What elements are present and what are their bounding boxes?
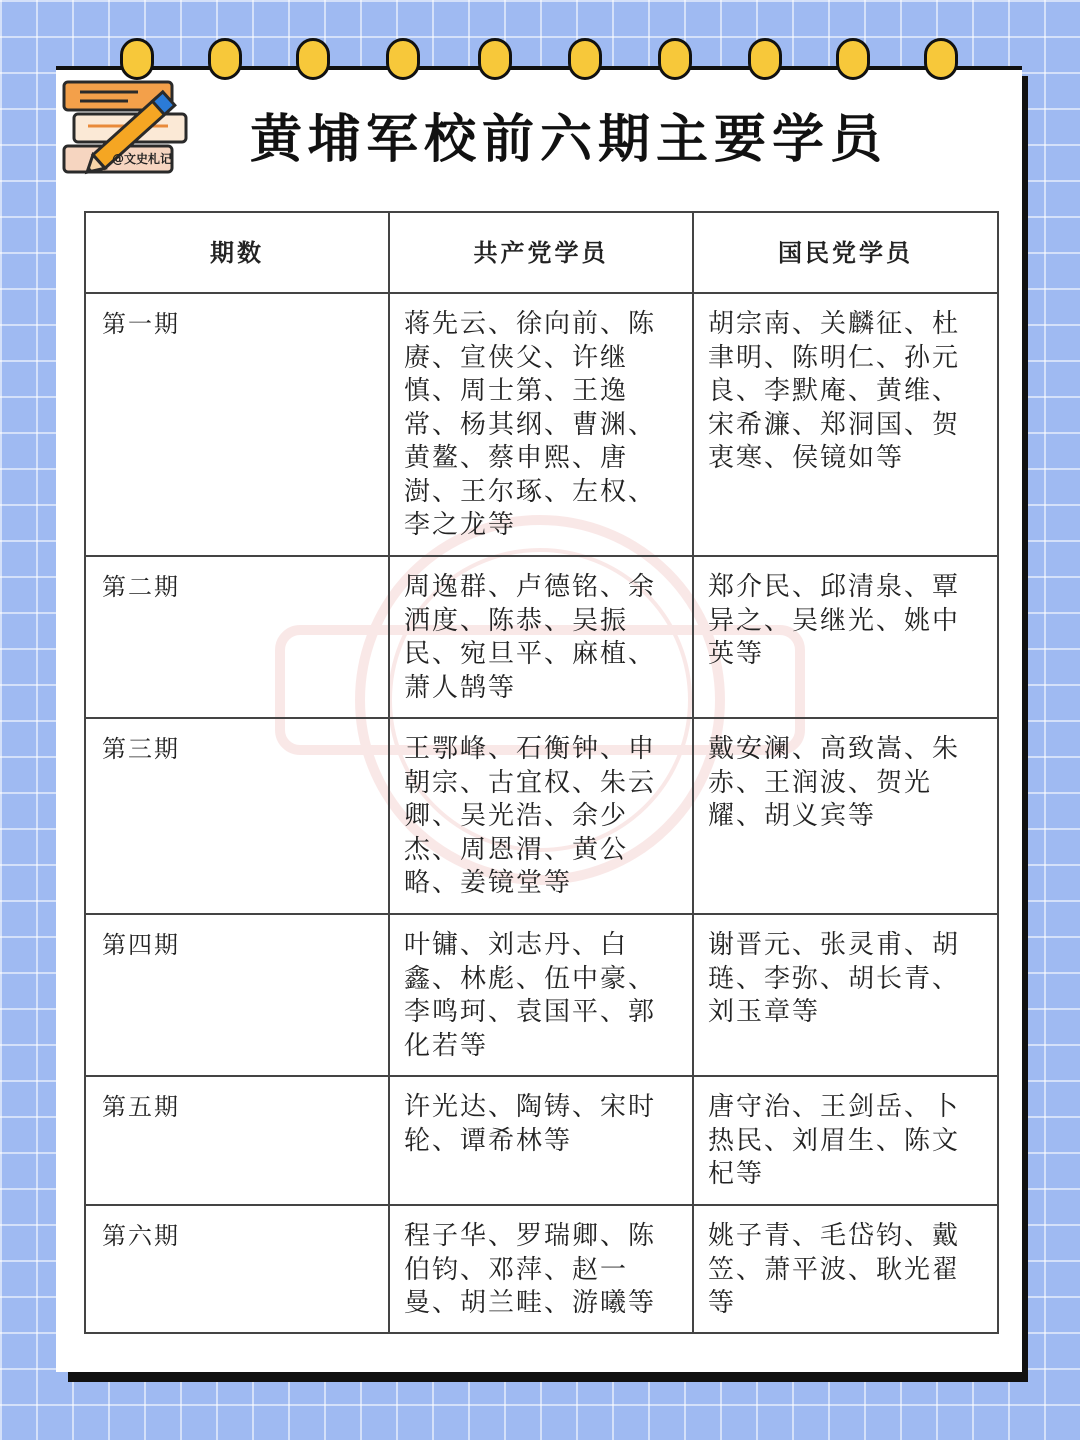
period-cell: 第三期 xyxy=(85,718,389,914)
communist-cell: 许光达、陶铸、宋时轮、谭希林等 xyxy=(389,1076,693,1205)
period-cell: 第六期 xyxy=(85,1205,389,1333)
table-row xyxy=(85,914,998,1076)
communist-cell: 王鄂峰、石衡钟、申朝宗、古宜权、朱云卿、吴光浩、余少杰、周恩渭、黄公略、姜镜堂等 xyxy=(389,718,693,914)
communist-cell: 蒋先云、徐向前、陈赓、宣侠父、许继慎、周士第、王逸常、杨其纲、曹渊、黄鳌、蔡申熙、唐澍、王尔琢、左权、李之龙等 xyxy=(389,293,693,556)
kmt-cell: 郑介民、邱清泉、覃异之、吴继光、姚中英等 xyxy=(693,556,998,718)
communist-cell: 周逸群、卢德铭、余洒度、陈恭、吴振民、宛旦平、麻植、萧人鹄等 xyxy=(389,556,693,718)
header-communist: 共产党学员 xyxy=(389,212,693,293)
communist-cell: 程子华、罗瑞卿、陈伯钧、邓萍、赵一曼、胡兰畦、游曦等 xyxy=(389,1205,693,1333)
brand-logo xyxy=(58,74,194,186)
kmt-cell: 唐守治、王剑岳、卜热民、刘眉生、陈文杞等 xyxy=(693,1076,998,1205)
binder-ring xyxy=(386,38,420,80)
binder-ring xyxy=(658,38,692,80)
table-row xyxy=(85,556,998,718)
kmt-cell: 胡宗南、关麟征、杜聿明、陈明仁、孙元良、李默庵、黄维、宋希濂、郑洞国、贺衷寒、侯镜如等 xyxy=(693,293,998,556)
logo-handle: @文史札记 xyxy=(112,152,173,166)
binder-ring xyxy=(836,38,870,80)
page-title: 黄埔军校前六期主要学员 xyxy=(250,109,889,170)
binder-ring xyxy=(478,38,512,80)
kmt-cell: 谢晋元、张灵甫、胡琏、李弥、胡长青、刘玉章等 xyxy=(693,914,998,1076)
table-row xyxy=(85,718,998,914)
period-cell: 第四期 xyxy=(85,914,389,1076)
binder-ring xyxy=(748,38,782,80)
period-cell: 第一期 xyxy=(85,293,389,556)
table-row xyxy=(85,293,998,556)
kmt-cell: 姚子青、毛岱钧、戴笠、萧平波、耿光翟等 xyxy=(693,1205,998,1333)
binder-rings xyxy=(120,38,980,78)
header-kmt: 国民党学员 xyxy=(693,212,998,293)
binder-ring xyxy=(208,38,242,80)
binder-ring xyxy=(568,38,602,80)
binder-ring xyxy=(296,38,330,80)
communist-cell: 叶镛、刘志丹、白鑫、林彪、伍中豪、李鸣珂、袁国平、郭化若等 xyxy=(389,914,693,1076)
table-row xyxy=(85,1205,998,1333)
header-period: 期数 xyxy=(85,212,389,293)
kmt-cell: 戴安澜、高致嵩、朱赤、王润波、贺光耀、胡义宾等 xyxy=(693,718,998,914)
period-cell: 第二期 xyxy=(85,556,389,718)
binder-ring xyxy=(924,38,958,80)
cadets-table xyxy=(84,211,999,1334)
books-pencil-icon xyxy=(58,74,194,186)
table-row xyxy=(85,1076,998,1205)
table-header-row xyxy=(85,212,998,293)
period-cell: 第五期 xyxy=(85,1076,389,1205)
